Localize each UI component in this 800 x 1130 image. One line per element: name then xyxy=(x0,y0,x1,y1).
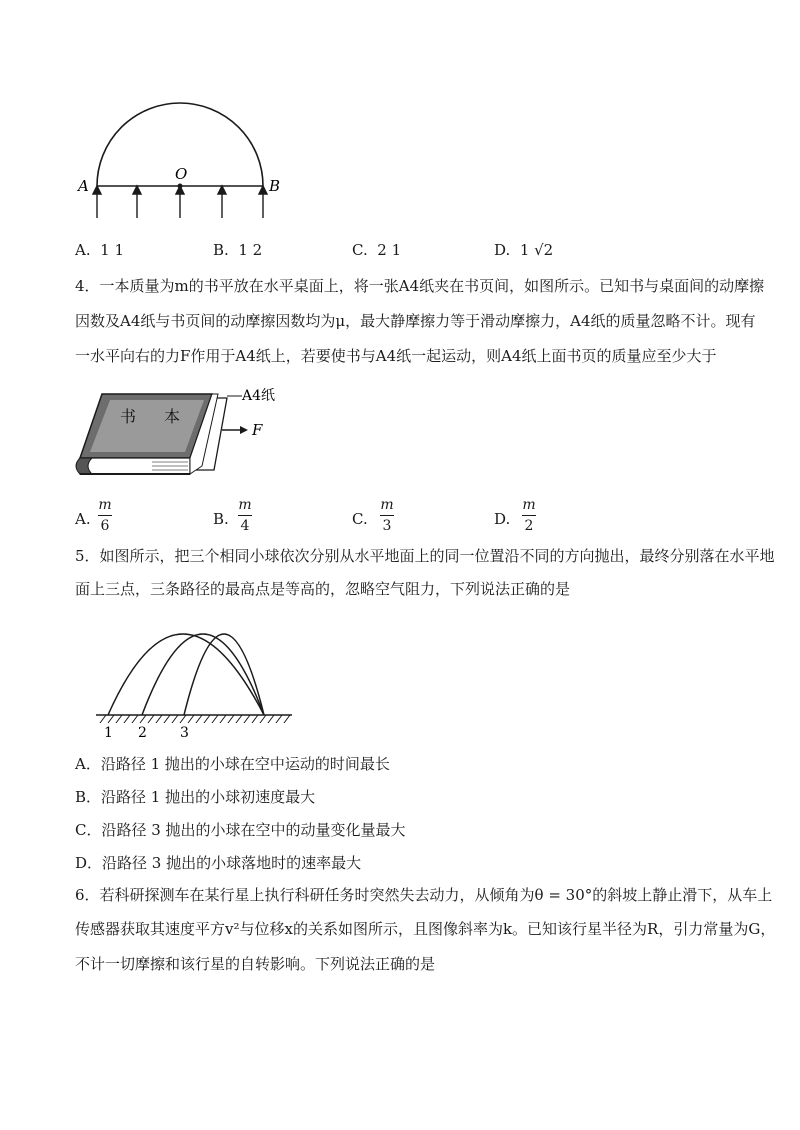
q4-line-1: 4．一本质量为m的书平放在水平桌面上，将一张A4纸夹在书页间，如图所示。已知书与桌面间的动摩擦 xyxy=(75,277,765,295)
q5-option-c: C．沿路径 3 抛出的小球在空中的动量变化量最大 xyxy=(75,821,406,839)
path-label-3: 3 xyxy=(180,725,189,740)
q4-option-d-letter: D. xyxy=(494,510,511,528)
q5-option-b: B．沿路径 1 抛出的小球初速度最大 xyxy=(75,788,316,806)
q5-option-a: A．沿路径 1 抛出的小球在空中运动的时间最长 xyxy=(75,755,390,773)
q3-option-a: A. 1 1 xyxy=(75,241,125,259)
q5-line-2: 面上三点，三条路径的最高点是等高的，忽略空气阻力，下列说法正确的是 xyxy=(75,580,571,598)
q4-line-3: 一水平向右的力F作用于A4纸上，若要使书与A4纸一起运动，则A4纸上面书页的质量应至少大于 xyxy=(75,347,717,365)
q4-option-a-letter: A. xyxy=(75,510,91,528)
q4-option-b-letter: B. xyxy=(213,510,229,528)
force-label: F xyxy=(252,421,263,439)
q3-option-c: C. 2 1 xyxy=(352,241,402,259)
paper-label: A4纸 xyxy=(242,388,276,404)
q6-line-3: 不计一切摩擦和该行星的自转影响。下列说法正确的是 xyxy=(75,955,436,973)
q4-option-c-fraction: m 3 xyxy=(380,497,394,534)
q3-option-b: B. 1 2 xyxy=(213,241,263,259)
semicircle-figure xyxy=(70,90,300,220)
label-a: A xyxy=(78,177,89,195)
q3-option-d: D. 1 √2 xyxy=(494,241,554,259)
label-b: B xyxy=(269,177,281,195)
projectile-figure xyxy=(92,605,297,740)
q4-line-2: 因数及A4纸与书页间的动摩擦因数均为μ，最大静摩擦力等于滑动摩擦力，A4纸的质量忽略不计。现有 xyxy=(75,312,756,330)
path-label-1: 1 xyxy=(104,725,113,740)
label-o: O xyxy=(175,165,188,183)
book-label-2: 本 xyxy=(164,407,181,426)
q6-line-2: 传感器获取其速度平方v²与位移x的关系如图所示，且图像斜率为k。已知该行星半径为R，引力常量为G， xyxy=(75,920,776,938)
q4-option-c-letter: C. xyxy=(352,510,368,528)
q4-option-d-fraction: m 2 xyxy=(522,497,536,534)
q4-option-a-fraction: m 6 xyxy=(98,497,112,534)
book-figure xyxy=(72,382,302,487)
q5-option-d: D．沿路径 3 抛出的小球落地时的速率最大 xyxy=(75,854,362,872)
book-label-1: 书 xyxy=(120,407,137,426)
q5-line-1: 5．如图所示，把三个相同小球依次分别从水平地面上的同一位置沿不同的方向抛出，最终分别落在水平地 xyxy=(75,547,775,565)
q4-option-b-fraction: m 4 xyxy=(238,497,252,534)
q6-line-1: 6．若科研探测车在某行星上执行科研任务时突然失去动力，从倾角为θ = 30°的斜坡上静止滑下，从车上 xyxy=(75,886,773,904)
path-label-2: 2 xyxy=(138,725,147,740)
